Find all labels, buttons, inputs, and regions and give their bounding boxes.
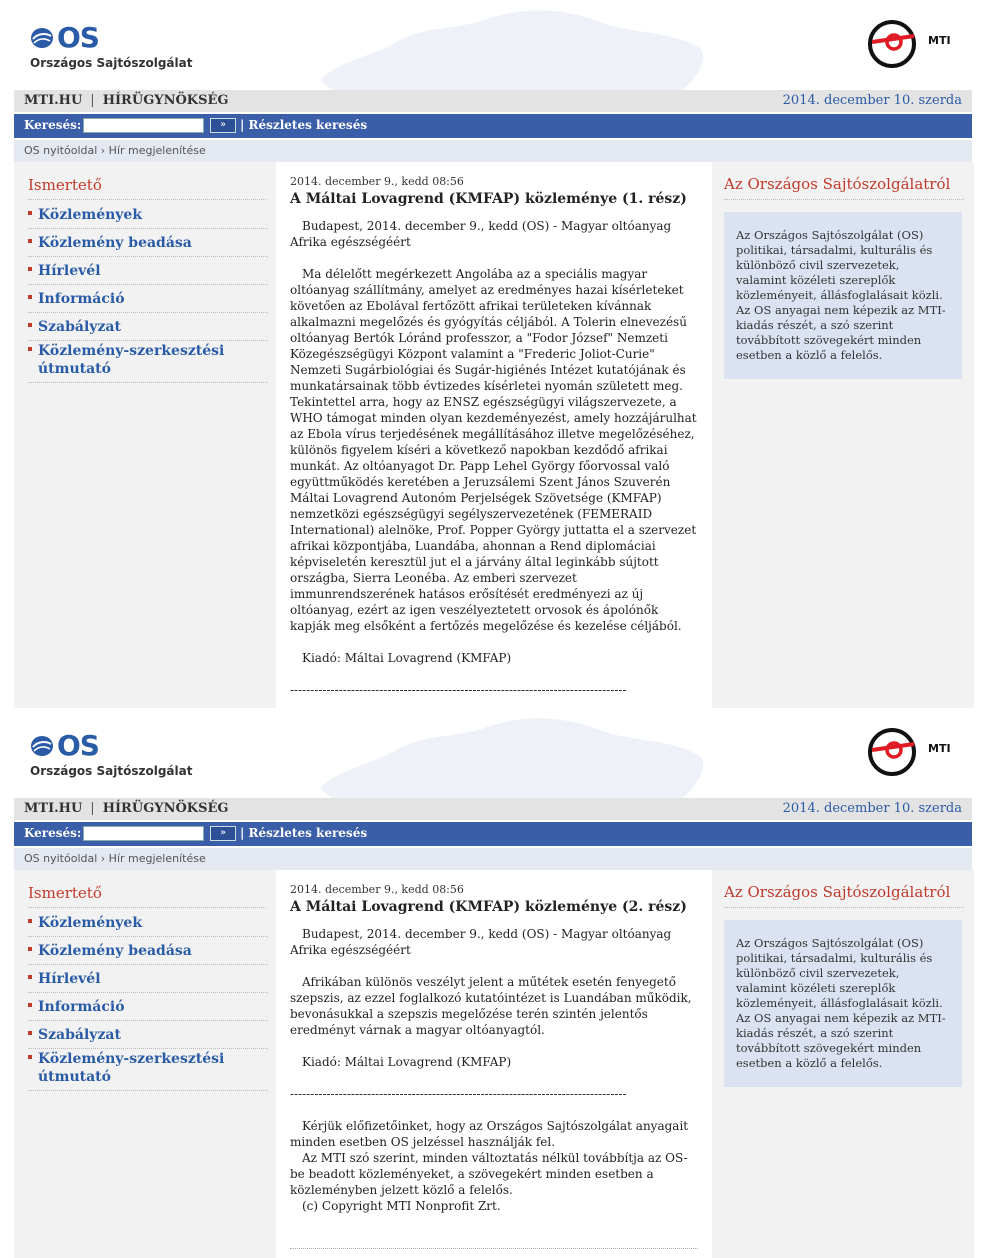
notice-text-1: Kérjük előfizetőinket, hogy az Országos Sajtószolgálat anyagait minden esetben OS jelzéssel használják fel. — [290, 1119, 689, 1149]
advanced-search-link[interactable]: | Részletes keresés — [240, 118, 368, 132]
breadcrumb-text[interactable]: OS nyitóoldal › Hír megjelenítése — [24, 144, 206, 157]
site-subtitle: Országos Sajtószolgálat — [30, 56, 193, 70]
search-input[interactable] — [83, 118, 204, 133]
logo-text: OS — [57, 21, 99, 54]
search-submit-button[interactable]: » — [210, 118, 236, 133]
page-capture-2 — [0, 708, 986, 1258]
left-sidebar — [14, 162, 276, 708]
bullet-icon — [28, 211, 32, 215]
right-sidebar — [712, 870, 974, 1258]
right-sidebar-title: Az Országos Sajtószolgálatról — [724, 883, 951, 901]
nav-separator: | — [90, 801, 95, 816]
site-header — [0, 0, 986, 90]
copyright-text: (c) Copyright MTI Nonprofit Zrt. — [302, 1199, 501, 1213]
sidebar-item-kozlemeny-beadasa[interactable]: Közlemény beadása — [28, 234, 268, 257]
sidebar-item-szabalyzat[interactable]: Szabályzat — [28, 1026, 268, 1049]
bullet-icon — [28, 1055, 32, 1059]
search-bar — [14, 114, 972, 138]
sidebar-item-szabalyzat[interactable]: Szabályzat — [28, 318, 268, 341]
sidebar-item-informacio[interactable]: Információ — [28, 290, 268, 313]
sidebar-item-kozlemeny-beadasa[interactable]: Közlemény beadása — [28, 942, 268, 965]
article-body — [290, 926, 700, 1214]
mti-label: MTI — [928, 742, 951, 755]
bullet-icon — [28, 323, 32, 327]
article-meta: 2014. december 9., kedd 08:56 — [290, 175, 464, 188]
site-header — [0, 708, 986, 798]
sidebar-item-informacio[interactable]: Információ — [28, 998, 268, 1021]
search-bar — [14, 822, 972, 846]
left-sidebar — [14, 870, 276, 1258]
bottom-divider — [290, 1248, 698, 1249]
breadcrumb-text[interactable]: OS nyitóoldal › Hír megjelenítése — [24, 852, 206, 865]
about-text-1: Az Országos Sajtószolgálat (OS) politikai, társadalmi, kulturális és különböző civil szervezetek, valamint közéleti szereplők közleményeit, állásfoglalásait közli. — [736, 936, 943, 1010]
about-box — [724, 212, 962, 379]
article-column — [276, 870, 712, 1258]
article-divider: ----------------------------------------------------------------------------------- — [290, 683, 627, 697]
hungary-map-watermark — [300, 708, 720, 798]
os-logo[interactable] — [30, 21, 99, 54]
breadcrumb — [14, 140, 972, 162]
search-label: Keresés: — [24, 118, 82, 132]
article-lead: Budapest, 2014. december 9., kedd (OS) - Magyar oltóanyag Afrika egészségéért — [290, 927, 672, 957]
hungary-map-watermark — [300, 0, 720, 90]
hirugynokseg-link[interactable]: HÍRÜGYNÖKSÉG — [102, 93, 229, 108]
mti-hu-link[interactable]: MTI.HU — [24, 93, 83, 108]
article-divider: ----------------------------------------------------------------------------------- — [290, 1087, 627, 1101]
sidebar-item-kozlemenyek[interactable]: Közlemények — [28, 914, 268, 937]
sidebar-title: Ismertető — [28, 176, 102, 194]
search-submit-button[interactable]: » — [210, 826, 236, 841]
sidebar-item-kozlemenyek[interactable]: Közlemények — [28, 206, 268, 229]
article-lead: Budapest, 2014. december 9., kedd (OS) - Magyar oltóanyag Afrika egészségéért — [290, 219, 672, 249]
notice-text-2: Az MTI szó szerint, minden változtatás nélkül továbbítja az OS-be beadott közleményeket, a szövegekért minden esetben a közleményben jelzett közlő a felelős. — [290, 1151, 688, 1197]
mti-logo-icon[interactable] — [862, 726, 922, 778]
bullet-icon — [28, 347, 32, 351]
os-logo[interactable] — [30, 729, 99, 762]
article-title: A Máltai Lovagrend (KMFAP) közleménye (1. rész) — [290, 191, 687, 207]
current-date: 2014. december 10. szerda — [782, 801, 962, 816]
bullet-icon — [28, 947, 32, 951]
article-body — [290, 218, 700, 698]
search-input[interactable] — [83, 826, 204, 841]
mti-logo-icon[interactable] — [862, 18, 922, 70]
sidebar-item-hirlevel[interactable]: Hírlevél — [28, 970, 268, 993]
about-text-1: Az Országos Sajtószolgálat (OS) politikai, társadalmi, kulturális és különböző civil szervezetek, valamint közéleti szereplők közleményeit, állásfoglalásait közli. — [736, 228, 943, 302]
mti-hu-link[interactable]: MTI.HU — [24, 801, 83, 816]
article-title: A Máltai Lovagrend (KMFAP) közleménye (2. rész) — [290, 899, 687, 915]
top-nav — [14, 90, 972, 112]
site-subtitle: Országos Sajtószolgálat — [30, 764, 193, 778]
logo-text: OS — [57, 729, 99, 762]
sidebar-item-hirlevel[interactable]: Hírlevél — [28, 262, 268, 285]
os-swirl-icon — [30, 735, 54, 757]
search-label: Keresés: — [24, 826, 82, 840]
bullet-icon — [28, 1003, 32, 1007]
mti-label: MTI — [928, 34, 951, 47]
breadcrumb — [14, 848, 972, 870]
bullet-icon — [28, 267, 32, 271]
article-column — [276, 162, 712, 708]
about-text-2: Az OS anyagai nem képezik az MTI-kiadás részét, a szó szerint továbbított szövegekért minden esetben a közlő a felelős. — [736, 1011, 946, 1070]
right-sidebar — [712, 162, 974, 708]
article-publisher: Kiadó: Máltai Lovagrend (KMFAP) — [302, 651, 512, 665]
about-text-2: Az OS anyagai nem képezik az MTI-kiadás részét, a szó szerint továbbított szövegekért minden esetben a közlő a felelős. — [736, 303, 946, 362]
right-sidebar-title: Az Országos Sajtószolgálatról — [724, 175, 951, 193]
current-date: 2014. december 10. szerda — [782, 93, 962, 108]
top-nav — [14, 798, 972, 820]
article-text: Ma délelőtt megérkezett Angolába az a speciális magyar oltóanyag szállítmány, amelyet az eredményes hazai kísérleteket követően az Ebolával fertőzött afrikai területeken kívánnak alkalmazni megelőzés és gyógyítás céljából. A Tolerin elnevezésű oltóanyag Bertók Lóránd professzor, a "Fodor József" Nemzeti Közegészségügyi Központ valamint a "Frederic Joliot-Curie" Nemzeti Sugárbiológiai és Sugár-higiénés Intézet kutatójának és munkatársainak több évtizedes kísérletei nyomán született meg. Tekintettel arra, hogy az ENSZ egészségügyi világszervezete, a WHO támogat minden olyan kezdeményezést, amely hozzájárulhat az Ebola vírus terjedésének megállításához illetve megelőzéséhez, különös figyelem kíséri a következő napokban kezdődő afrikai munkát. Az oltóanyagot Dr. Papp Lehel György főorvossal való együttműködés keretében a Jeruzsálemi Szent János Szuverén Máltai Lovagrend Autonóm Perjelségek Szövetsége (KMFAP) nemzetközi egészségügyi segélyszervezetének (FEMERAID International) alelnöke, Prof. Popper György juttatta el a szervezet afrikai központjába, Luandába, ahonnan a Rend diplomáciai képviseletén keresztül jut el a járvány által leginkább sújtott országba, Sierra Leonéba. Az emberi szervezet immunrendszerének hatásos erősítését eredményezi az új oltóanyag, ezért az igen veszélyeztetett orvosok és ápolónők kapják meg elsőként a fertőzés megelőzése és kezelése céljából. — [290, 267, 697, 633]
nav-separator: | — [90, 93, 95, 108]
advanced-search-link[interactable]: | Részletes keresés — [240, 826, 368, 840]
bullet-icon — [28, 295, 32, 299]
bullet-icon — [28, 919, 32, 923]
about-box — [724, 920, 962, 1087]
sidebar-item-utmutato[interactable]: Közlemény-szerkesztési útmutató — [28, 342, 268, 383]
hirugynokseg-link[interactable]: HÍRÜGYNÖKSÉG — [102, 801, 229, 816]
sidebar-item-utmutato[interactable]: Közlemény-szerkesztési útmutató — [28, 1050, 268, 1091]
bullet-icon — [28, 975, 32, 979]
os-swirl-icon — [30, 27, 54, 49]
article-publisher: Kiadó: Máltai Lovagrend (KMFAP) — [302, 1055, 512, 1069]
bullet-icon — [28, 239, 32, 243]
sidebar-title: Ismertető — [28, 884, 102, 902]
article-meta: 2014. december 9., kedd 08:56 — [290, 883, 464, 896]
article-text: Afrikában különös veszélyt jelent a műtétek esetén fenyegető szepszis, az ezzel foglalkozó kutatóintézet is Luandában működik, bevonásukkal a szepszis megelőzése terén szintén jelentős eredményt várnak a magyar oltóanyagtól. — [290, 975, 692, 1037]
bullet-icon — [28, 1031, 32, 1035]
